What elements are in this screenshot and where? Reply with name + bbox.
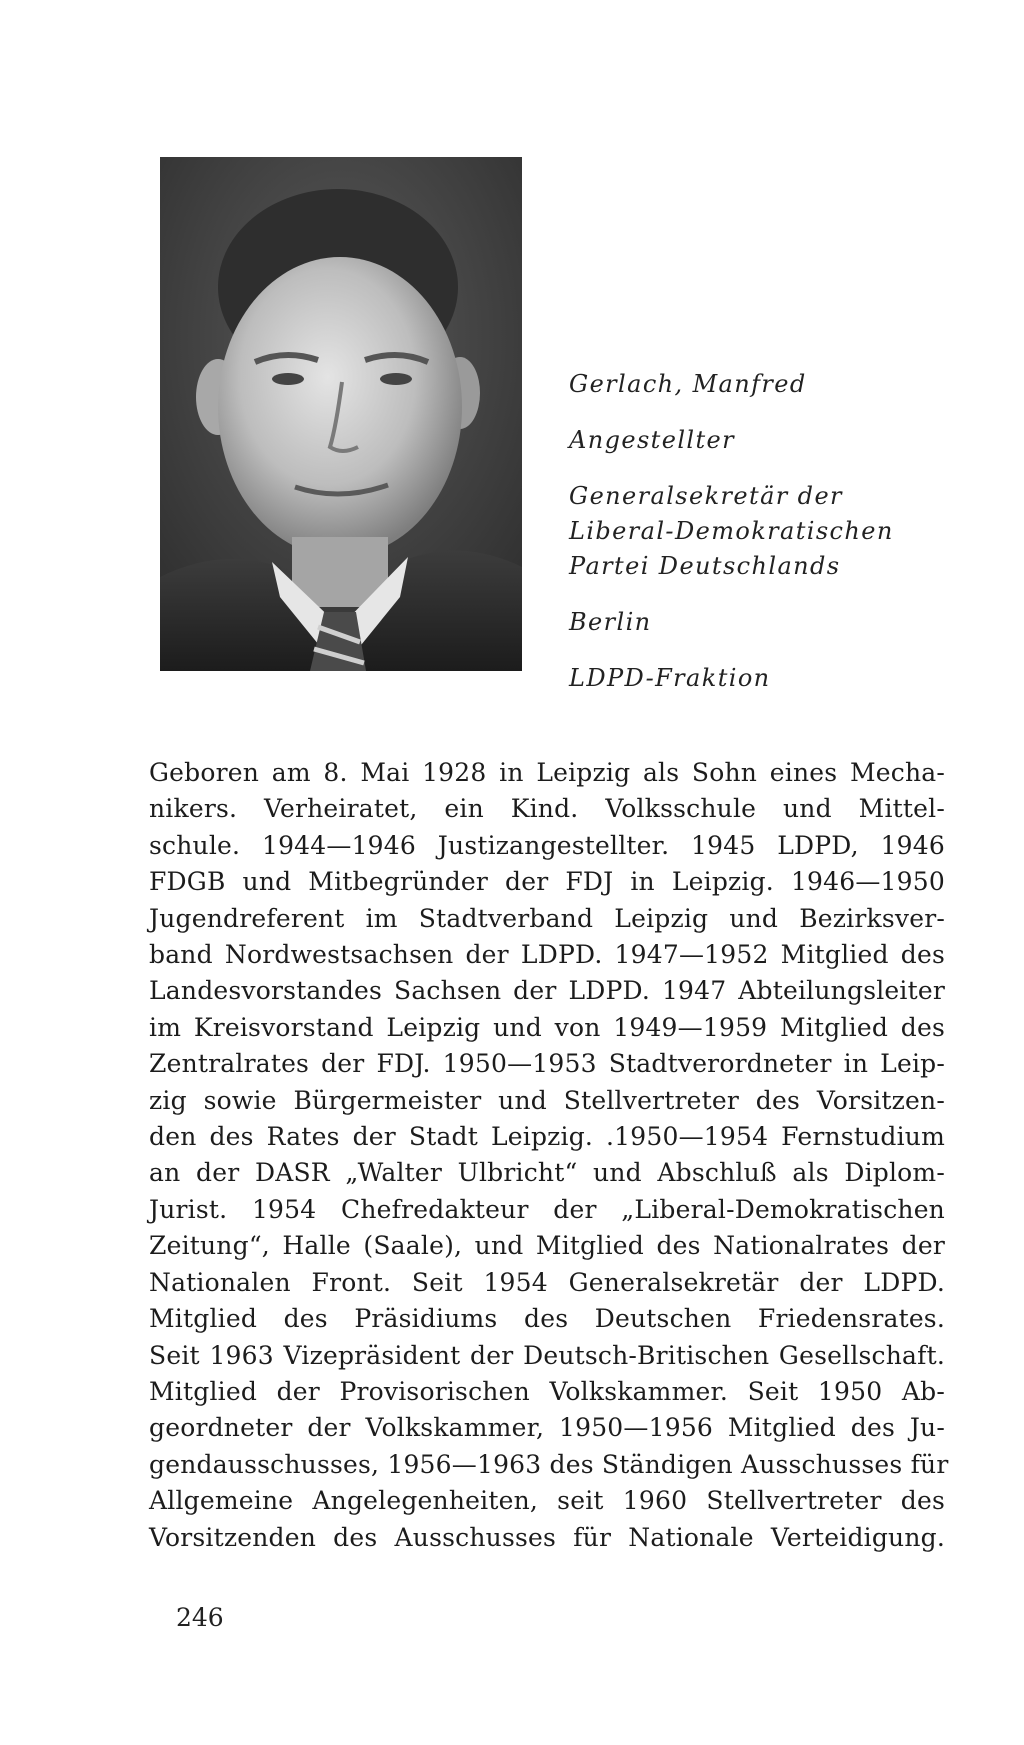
biography-line: Seit 1963 Vizepräsident der Deutsch-Britischen Gesellschaft. bbox=[149, 1340, 945, 1370]
biography-line: FDGB und Mitbegründer der FDJ in Leipzig. 1946—1950 bbox=[149, 867, 945, 897]
portrait-image bbox=[160, 157, 522, 671]
biography-line: zig sowie Bürgermeister und Stellvertreter des Vorsitzen- bbox=[149, 1085, 945, 1115]
page-number: 246 bbox=[176, 1603, 224, 1632]
entry-position-line: Liberal-Demokratischen bbox=[569, 517, 894, 545]
biography-line: Jugendreferent im Stadtverband Leipzig und Bezirksver- bbox=[149, 903, 945, 933]
biography-line: Landesvorstandes Sachsen der LDPD. 1947 Abteilungsleiter bbox=[149, 976, 945, 1006]
entry-details bbox=[569, 367, 989, 717]
biography-line: geordneter der Volkskammer, 1950—1956 Mitglied des Ju- bbox=[149, 1413, 945, 1443]
biography-line: Mitglied des Präsidiums des Deutschen Friedensrates. bbox=[149, 1304, 945, 1334]
biography-line: Jurist. 1954 Chefredakteur der „Liberal-Demokratischen bbox=[149, 1194, 945, 1224]
biography-line: Geboren am 8. Mai 1928 in Leipzig als Sohn eines Mecha- bbox=[149, 758, 945, 787]
biography-line: Nationalen Front. Seit 1954 Generalsekretär der LDPD. bbox=[149, 1267, 945, 1297]
biography-line: Zeitung“, Halle (Saale), und Mitglied des Nationalrates der bbox=[149, 1231, 945, 1261]
entry-place: Berlin bbox=[569, 608, 652, 636]
biography-text bbox=[149, 755, 949, 1556]
biography-line: Allgemeine Angelegenheiten, seit 1960 Stellvertreter des bbox=[149, 1486, 945, 1516]
biography-line: den des Rates der Stadt Leipzig. .1950—1954 Fernstudium bbox=[149, 1122, 945, 1152]
biography-line: schule. 1944—1946 Justizangestellter. 1945 LDPD, 1946 bbox=[149, 830, 945, 860]
entry-position-line: Generalsekretär der bbox=[569, 482, 843, 510]
biography-line: an der DASR „Walter Ulbricht“ und Abschluß als Diplom- bbox=[149, 1158, 945, 1188]
biography-line: Mitglied der Provisorischen Volkskammer. Seit 1950 Ab- bbox=[149, 1376, 945, 1406]
biography-line: Zentralrates der FDJ. 1950—1953 Stadtverordneter in Leip- bbox=[149, 1049, 945, 1079]
biography-line: band Nordwestsachsen der LDPD. 1947—1952 Mitglied des bbox=[149, 940, 945, 970]
biography-line: gendausschusses, 1956—1963 des Ständigen Ausschusses für bbox=[149, 1449, 949, 1479]
biography-line: nikers. Verheiratet, ein Kind. Volksschule und Mittel- bbox=[149, 794, 945, 824]
portrait-photo bbox=[160, 157, 522, 671]
entry-faction: LDPD-Fraktion bbox=[569, 664, 771, 692]
biography-line: Vorsitzenden des Ausschusses für Nationale Verteidigung. bbox=[149, 1522, 945, 1552]
entry-name: Gerlach, Manfred bbox=[569, 370, 807, 398]
entry-occupation: Angestellter bbox=[569, 426, 735, 454]
biography-line: im Kreisvorstand Leipzig und von 1949—1959 Mitglied des bbox=[149, 1012, 945, 1042]
entry-position-line: Partei Deutschlands bbox=[569, 552, 841, 580]
